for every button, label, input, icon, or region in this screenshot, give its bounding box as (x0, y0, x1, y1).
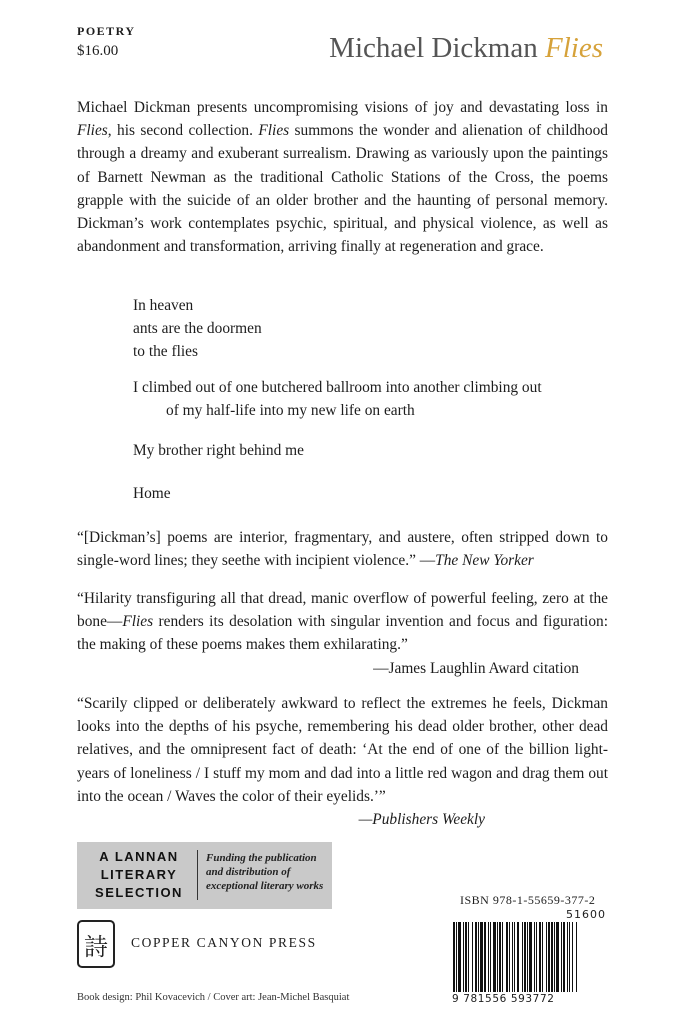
barcode-bar (534, 922, 535, 992)
price: $16.00 (77, 43, 119, 59)
barcode-bar (475, 922, 477, 992)
barcode-bar (506, 922, 508, 992)
barcode-bar (556, 922, 559, 992)
lannan-name: A LANNAN LITERARY SELECTION (95, 849, 183, 900)
barcode-bar (502, 922, 503, 992)
barcode-bar (490, 922, 491, 992)
barcode-bar (563, 922, 565, 992)
barcode-bar (524, 922, 526, 992)
barcode-bar (458, 922, 461, 992)
barcode-bar (567, 922, 568, 992)
lannan-tagline: Funding the publication and distribution of exceptional literary works (206, 852, 324, 892)
barcode-bar (499, 922, 501, 992)
barcode-bar (546, 922, 547, 992)
isbn: ISBN 978-1-55659-377-2 (460, 893, 596, 907)
barcode-bar (548, 922, 550, 992)
barcode-bar (493, 922, 496, 992)
barcode-bar (529, 922, 532, 992)
poem-line: In heaven (133, 297, 194, 314)
publisher-name: COPPER CANYON PRESS (131, 935, 317, 950)
barcode-digits: 9 781556 593772 (452, 993, 555, 1005)
barcode-bar (456, 922, 457, 992)
barcode-bar (569, 922, 570, 992)
barcode-bar (527, 922, 528, 992)
copper-canyon-logo-icon: 詩 (77, 920, 115, 968)
poem-stanza-2 (133, 376, 542, 422)
barcode-bar (484, 922, 486, 992)
poem-stanza-1 (133, 294, 262, 364)
barcode-bar (465, 922, 467, 992)
barcode-bar (509, 922, 510, 992)
book-title: Flies (545, 32, 603, 64)
poem-line: ants are the doormen (133, 320, 262, 338)
poem-stanza-4: Home (133, 485, 171, 502)
quote-text: “[Dickman’s] poems are interior, fragmentary, and austere, often stripped down to single-word lines; they seethe with incipient violence.” —The New Yorker (77, 529, 608, 570)
barcode-bar (472, 922, 473, 992)
divider (197, 850, 198, 900)
barcode-bar (497, 922, 498, 992)
poem-line: to the flies (133, 343, 198, 361)
barcode-bar (542, 922, 543, 992)
poem-stanza-3: My brother right behind me (133, 442, 304, 459)
barcode-bar (522, 922, 523, 992)
design-credits: Book design: Phil Kovacevich / Cover art: Jean-Michel Basquiat (77, 992, 350, 1003)
poem-line: I climbed out of one butchered ballroom into another climbing out (133, 379, 542, 396)
barcode-bar (551, 922, 553, 992)
barcode-block (452, 908, 608, 1005)
quote-text: “Scarily clipped or deliberately awkward to reflect the extremes he feels, Dickman looks into the depths of his psyche, remembering his dead older brother, other dead relatives, and the omnipresent fact of death: ‘At the end of one of the billion light-years of loneliness / I stuff my mom and dad into a little red wagon and drag them out into the ocean / Waves the color of their eyelids.’” (77, 695, 608, 805)
barcode-bar (463, 922, 464, 992)
barcode-icon (452, 922, 608, 992)
price-code: 51600 (566, 908, 606, 921)
barcode-bar (468, 922, 469, 992)
barcode-bar (512, 922, 513, 992)
barcode-bar (478, 922, 479, 992)
book-description: Michael Dickman presents uncompromising visions of joy and devastating loss in Flies, his second collection. Flies summons the wonder and alienation of childhood through a dreamy and exuberant surrealism. Drawing as variously upon the paintings of Barnett Newman as the traditional Catholic Stations of the Cross, the poems grapple with the suicide of an older brother and the haunting of personal memory. Dickman’s work contemplates psychic, spiritual, and physical violence, as well as abandonment and transformation, arriving finally at regeneration and grace. (77, 99, 609, 256)
genre-label: POETRY (77, 24, 136, 38)
poem-line: of my half-life into my new life on earth (166, 402, 415, 420)
barcode-bar (576, 922, 577, 992)
barcode-bar (517, 922, 519, 992)
barcode-bar (488, 922, 489, 992)
quote-publishers-weekly (77, 692, 608, 831)
barcode-bar (453, 922, 455, 992)
barcode-bar (554, 922, 555, 992)
barcode-bar (561, 922, 562, 992)
quote-laughlin (77, 587, 608, 680)
quote-new-yorker (77, 526, 608, 572)
barcode-bar (536, 922, 537, 992)
barcode-bar (514, 922, 515, 992)
quote-attribution: —Publishers Weekly (358, 811, 485, 829)
barcode-bar (480, 922, 483, 992)
author-name: Michael Dickman (329, 32, 538, 64)
barcode-bar (539, 922, 541, 992)
lannan-selection-badge (77, 842, 332, 909)
quote-text: “Hilarity transfiguring all that dread, manic overflow of powerful feeling, zero at the bone—Flies renders its desolation with singular invention and focus and figuration: the making of these poems makes them exhilarating.” (77, 590, 608, 654)
quote-attribution: —James Laughlin Award citation (373, 659, 579, 677)
cover-title (329, 32, 603, 65)
barcode-bar (572, 922, 573, 992)
